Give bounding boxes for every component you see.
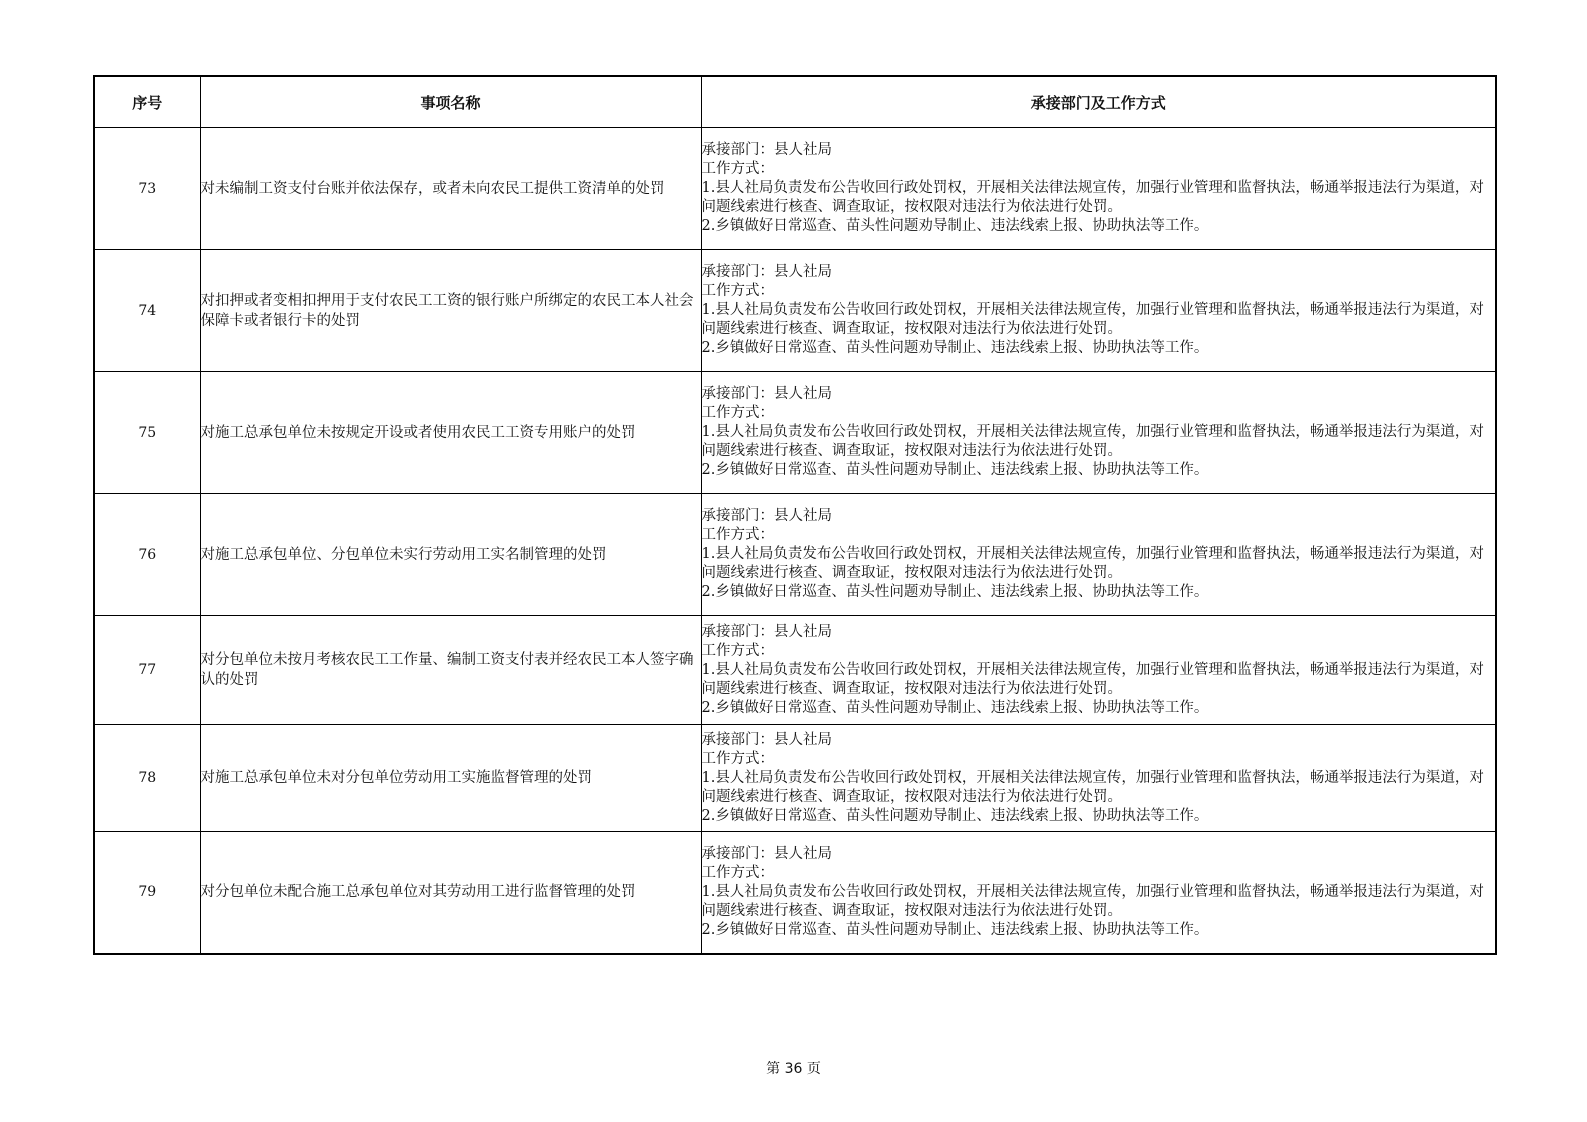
method-line: 工作方式： [701,161,774,177]
dept-line: 承接部门：县人社局 [701,845,832,862]
table-row [94,616,1496,725]
method-item-2: 2.乡镇做好日常巡查、苗头性问题劝导制止、违法线索上报、协助执法等工作。 [701,584,1209,600]
row-item-name: 对施工总承包单位未按规定开设或者使用农民工工资专用账户的处罚 [200,372,701,494]
method-item-1: 1.县人社局负责发布公告收回行政处罚权，开展相关法律法规宣传，加强行业管理和监督执法，畅通举报违法行为渠道，对问题线索进行核查、调查取证，按权限对违法行为依法进行处罚。 [701,769,1484,805]
row-dept-method [701,128,1496,250]
row-item-name: 对施工总承包单位未对分包单位劳动用工实施监督管理的处罚 [200,725,701,832]
dept-line: 承接部门：县人社局 [701,142,832,158]
row-item-name: 对分包单位未按月考核农民工工作量、编制工资支付表并经农民工本人签字确认的处罚 [200,616,701,725]
method-line: 工作方式： [701,527,774,543]
method-item-2: 2.乡镇做好日常巡查、苗头性问题劝导制止、违法线索上报、协助执法等工作。 [701,921,1209,938]
row-seq: 78 [94,725,200,832]
row-dept-method [701,616,1496,725]
items-table [93,75,1497,955]
method-line: 工作方式： [701,642,774,659]
method-item-2: 2.乡镇做好日常巡查、苗头性问题劝导制止、违法线索上报、协助执法等工作。 [701,807,1209,824]
row-seq: 77 [94,616,200,725]
table-row [94,832,1496,954]
method-item-1: 1.县人社局负责发布公告收回行政处罚权，开展相关法律法规宣传，加强行业管理和监督执法，畅通举报违法行为渠道，对问题线索进行核查、调查取证，按权限对违法行为依法进行处罚。 [701,546,1484,581]
row-seq: 79 [94,832,200,954]
method-item-2: 2.乡镇做好日常巡查、苗头性问题劝导制止、违法线索上报、协助执法等工作。 [701,699,1209,716]
method-item-1: 1.县人社局负责发布公告收回行政处罚权，开展相关法律法规宣传，加强行业管理和监督执法，畅通举报违法行为渠道，对问题线索进行核查、调查取证，按权限对违法行为依法进行处罚。 [701,883,1484,919]
row-dept-method [701,372,1496,494]
method-line: 工作方式： [701,405,774,421]
row-seq: 76 [94,494,200,616]
row-dept-method [701,494,1496,616]
method-line: 工作方式： [701,283,774,299]
method-item-1: 1.县人社局负责发布公告收回行政处罚权，开展相关法律法规宣传，加强行业管理和监督执法，畅通举报违法行为渠道，对问题线索进行核查、调查取证，按权限对违法行为依法进行处罚。 [701,424,1484,459]
method-line: 工作方式： [701,864,774,881]
method-item-2: 2.乡镇做好日常巡查、苗头性问题劝导制止、违法线索上报、协助执法等工作。 [701,340,1209,356]
method-item-1: 1.县人社局负责发布公告收回行政处罚权，开展相关法律法规宣传，加强行业管理和监督执法，畅通举报违法行为渠道，对问题线索进行核查、调查取证，按权限对违法行为依法进行处罚。 [701,661,1484,697]
dept-line: 承接部门：县人社局 [701,623,832,640]
row-item-name: 对扣押或者变相扣押用于支付农民工工资的银行账户所绑定的农民工本人社会保障卡或者银行卡的处罚 [200,250,701,372]
method-line: 工作方式： [701,750,774,767]
row-dept-method [701,725,1496,832]
header-name: 事项名称 [200,76,701,128]
method-item-2: 2.乡镇做好日常巡查、苗头性问题劝导制止、违法线索上报、协助执法等工作。 [701,218,1209,234]
row-seq: 74 [94,250,200,372]
row-seq: 73 [94,128,200,250]
header-dept: 承接部门及工作方式 [701,76,1496,128]
row-item-name: 对未编制工资支付台账并依法保存，或者未向农民工提供工资清单的处罚 [200,128,701,250]
method-item-1: 1.县人社局负责发布公告收回行政处罚权，开展相关法律法规宣传，加强行业管理和监督执法，畅通举报违法行为渠道，对问题线索进行核查、调查取证，按权限对违法行为依法进行处罚。 [701,302,1484,337]
row-dept-method [701,250,1496,372]
method-item-2: 2.乡镇做好日常巡查、苗头性问题劝导制止、违法线索上报、协助执法等工作。 [701,462,1209,478]
table-row [94,128,1496,250]
row-item-name: 对分包单位未配合施工总承包单位对其劳动用工进行监督管理的处罚 [200,832,701,954]
method-item-1: 1.县人社局负责发布公告收回行政处罚权，开展相关法律法规宣传，加强行业管理和监督执法，畅通举报违法行为渠道，对问题线索进行核查、调查取证，按权限对违法行为依法进行处罚。 [701,180,1484,215]
table-row [94,372,1496,494]
dept-line: 承接部门：县人社局 [701,264,832,280]
dept-line: 承接部门：县人社局 [701,508,832,524]
row-item-name: 对施工总承包单位、分包单位未实行劳动用工实名制管理的处罚 [200,494,701,616]
table-header-row [94,76,1496,128]
table-row [94,250,1496,372]
table-row [94,725,1496,832]
row-dept-method [701,832,1496,954]
dept-line: 承接部门：县人社局 [701,386,832,402]
page-number: 第 36 页 [766,1061,821,1077]
table-row [94,494,1496,616]
header-seq: 序号 [94,76,200,128]
dept-line: 承接部门：县人社局 [701,731,832,748]
row-seq: 75 [94,372,200,494]
